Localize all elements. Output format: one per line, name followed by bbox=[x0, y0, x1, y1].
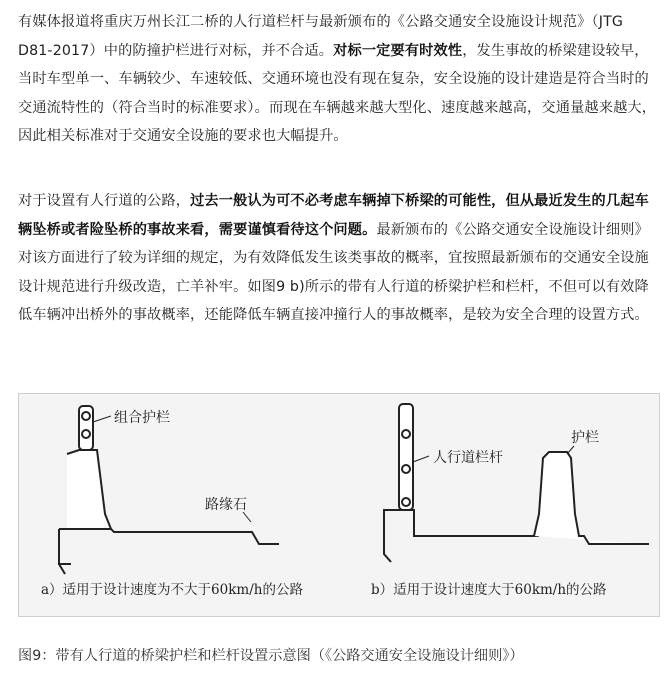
paragraph-1-text-b: ，发生事故的桥梁建设较早，当时车型单一、车辆较少、车速较低、交通环境也没有现在复杂，安全设施的设计建造是符合当时的交通流特性的（符合当时的标准要求）。而现在车辆越来越大型化、速度越来越高，交通量越来越大，因此相关标准对于交通安全设施的要求也大幅提升。 bbox=[18, 42, 657, 144]
concrete-barrier bbox=[67, 450, 111, 529]
paragraph-1-text-a: 有媒体报道将重庆万州长江二桥的人行道栏杆与最新颁布的《公路交通安全设施设计规范》（JTG D81-2017）中的防撞护栏进行对标，并不合适。 bbox=[18, 14, 624, 59]
rail-bolt bbox=[402, 498, 410, 506]
subcaption-a: a）适用于设计速度为不大于60km/h的公路 bbox=[41, 582, 303, 598]
label-guardrail: 护栏 bbox=[571, 430, 599, 446]
paragraph-2 bbox=[18, 187, 658, 330]
pedestrian-railing-post bbox=[399, 404, 413, 510]
guardrail bbox=[534, 452, 649, 544]
paragraph-1-bold: 对标一定要有时效性 bbox=[333, 42, 463, 59]
subcaption-b: b）适用于设计速度大于60km/h的公路 bbox=[371, 582, 607, 598]
paragraph-2-text-b: 最新颁布的《公路交通安全设施设计细则》对该方面进行了较为详细的规定，为有效降低发生该类事故的概率，宜按照最新颁布的交通安全设施设计规范进行升级改造，亡羊补牢。如图9 b)所示的带有人行道的桥梁护栏和栏杆，不但可以有效降低车辆冲出桥外的事故概率，还能降低车辆直接冲撞行人的事故概率，是较为安全合理的设置方式。 bbox=[18, 221, 649, 323]
deck-slope bbox=[59, 564, 65, 574]
deck-edge bbox=[59, 529, 71, 564]
rail-bolt bbox=[402, 430, 410, 438]
figure-caption: 图9：带有人行道的桥梁护栏和栏杆设置示意图（《公路交通安全设施设计细则》） bbox=[18, 648, 524, 664]
paragraph-1 bbox=[18, 8, 658, 151]
figure-9 bbox=[18, 393, 660, 617]
label-curb: 路缘石 bbox=[205, 497, 247, 513]
deck-surface bbox=[59, 529, 279, 544]
figure-diagram bbox=[19, 394, 659, 616]
pointer-line bbox=[93, 416, 111, 422]
diagram-a bbox=[59, 406, 279, 574]
label-pedestrian-rail: 人行道栏杆 bbox=[433, 450, 503, 466]
rail-bolt bbox=[82, 430, 90, 438]
paragraph-2-bold: 过去一般认为可不必考虑车辆掉下桥梁的可能性，但从最近发生的几起车辆坠桥或者险坠桥的事故来看，需要谨慎看待这个问题。 bbox=[18, 193, 649, 238]
rail-bolt bbox=[82, 412, 90, 420]
pointer-line bbox=[567, 446, 574, 454]
deck-surface bbox=[384, 510, 539, 539]
pointer-line bbox=[243, 512, 251, 522]
label-combined-rail: 组合护栏 bbox=[114, 410, 170, 426]
pointer-line bbox=[413, 456, 429, 462]
rail-bolt bbox=[402, 465, 410, 473]
paragraph-2-text-a: 对于设置有人行道的公路， bbox=[18, 193, 191, 209]
deck-edge bbox=[384, 539, 391, 562]
diagram-b bbox=[384, 404, 649, 562]
